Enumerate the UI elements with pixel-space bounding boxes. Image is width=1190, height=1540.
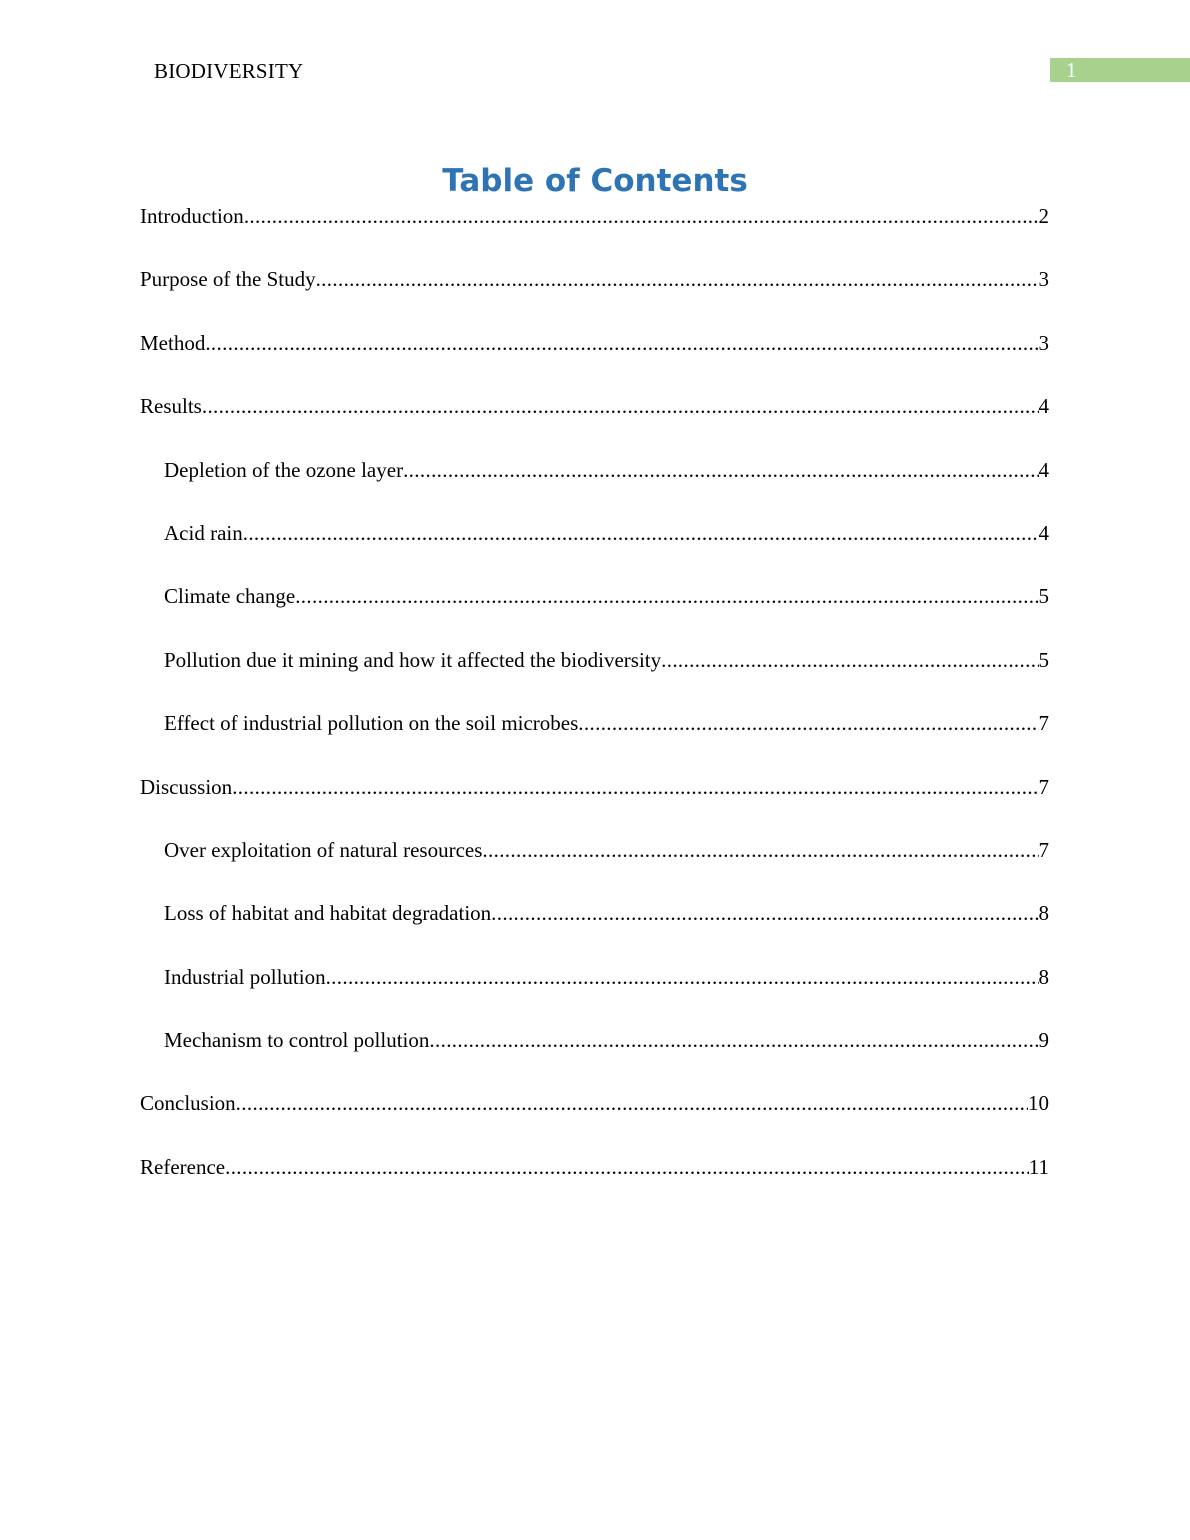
toc-entry-label: Effect of industrial pollution on the soil microbes <box>164 711 579 736</box>
toc-leader-dots <box>326 961 1039 993</box>
toc-leader-dots <box>491 897 1038 929</box>
toc-entry-conclusion[interactable] <box>140 1087 1049 1150</box>
page-number-bar <box>1050 58 1190 82</box>
toc-title: Table of Contents <box>442 163 748 199</box>
toc-entry-page: 11 <box>1028 1154 1049 1179</box>
toc-entry-pollution-due-to-mining[interactable] <box>140 644 1049 707</box>
toc-leader-dots <box>661 644 1038 676</box>
toc-leader-dots <box>316 263 1039 295</box>
toc-entry-purpose-of-the-study[interactable] <box>140 263 1049 326</box>
toc-entry-label: Conclusion <box>140 1091 236 1116</box>
toc-entry-method[interactable] <box>140 327 1049 390</box>
toc-entry-page: 3 <box>1038 330 1049 355</box>
toc-entry-page: 5 <box>1038 647 1049 672</box>
toc-entry-page: 2 <box>1038 204 1049 228</box>
toc-entry-page: 8 <box>1038 964 1049 989</box>
toc-leader-dots <box>243 517 1039 549</box>
toc-entry-label: Loss of habitat and habitat degradation <box>164 901 492 926</box>
toc-entry-depletion-of-the-ozone-layer[interactable] <box>140 454 1049 517</box>
toc-leader-dots <box>205 327 1038 359</box>
page-number: 1 <box>1066 58 1077 82</box>
toc-entry-label: Introduction <box>140 204 244 228</box>
running-head: BIODIVERSITY <box>154 59 304 83</box>
toc-entry-label: Acid rain <box>164 520 243 545</box>
toc-entry-label: Pollution due it mining and how it affected the biodiversity <box>164 647 662 672</box>
toc-leader-dots <box>236 1087 1028 1119</box>
toc-entry-page: 3 <box>1038 267 1049 292</box>
toc-leader-dots <box>482 834 1038 866</box>
toc-entry-page: 4 <box>1038 457 1049 482</box>
toc-leader-dots <box>225 1151 1029 1183</box>
toc-entry-page: 7 <box>1038 711 1049 736</box>
toc-entry-results[interactable] <box>140 390 1049 453</box>
toc-entry-label: Reference <box>140 1154 226 1179</box>
toc-entry-label: Industrial pollution <box>164 964 326 989</box>
toc-entry-label: Discussion <box>140 774 233 799</box>
toc-leader-dots <box>244 200 1039 232</box>
toc-entry-over-exploitation[interactable] <box>140 834 1049 897</box>
toc-entry-label: Method <box>140 330 206 355</box>
toc-entry-label: Climate change <box>164 584 296 609</box>
toc-leader-dots <box>578 707 1038 739</box>
toc-entry-industrial-pollution[interactable] <box>140 961 1049 1024</box>
toc-entry-page: 4 <box>1038 520 1049 545</box>
toc-entry-introduction[interactable] <box>140 200 1049 263</box>
toc-entry-mechanism-to-control-pollution[interactable] <box>140 1024 1049 1087</box>
toc-entry-effect-on-soil-microbes[interactable] <box>140 707 1049 770</box>
toc-entry-page: 5 <box>1038 584 1049 609</box>
toc-entry-page: 4 <box>1038 394 1049 419</box>
toc-entry-label: Purpose of the Study <box>140 267 316 292</box>
toc-entry-page: 7 <box>1038 774 1049 799</box>
toc-entry-loss-of-habitat[interactable] <box>140 897 1049 960</box>
toc-entry-label: Mechanism to control pollution <box>164 1028 430 1053</box>
toc-entry-climate-change[interactable] <box>140 580 1049 643</box>
toc-entry-page: 8 <box>1038 901 1049 926</box>
toc-entry-reference[interactable] <box>140 1151 1049 1214</box>
toc-entry-discussion[interactable] <box>140 771 1049 834</box>
toc-entry-page: 9 <box>1038 1028 1049 1053</box>
toc-leader-dots <box>429 1024 1038 1056</box>
toc-leader-dots <box>202 390 1039 422</box>
toc-list <box>140 200 1049 1214</box>
toc-entry-page: 7 <box>1038 837 1049 862</box>
toc-leader-dots <box>232 771 1038 803</box>
toc-leader-dots <box>403 454 1038 486</box>
toc-entry-label: Depletion of the ozone layer <box>164 457 404 482</box>
toc-entry-label: Results <box>140 394 202 419</box>
toc-leader-dots <box>295 580 1038 612</box>
toc-entry-page: 10 <box>1028 1091 1049 1116</box>
toc-entry-acid-rain[interactable] <box>140 517 1049 580</box>
toc-entry-label: Over exploitation of natural resources <box>164 837 483 862</box>
